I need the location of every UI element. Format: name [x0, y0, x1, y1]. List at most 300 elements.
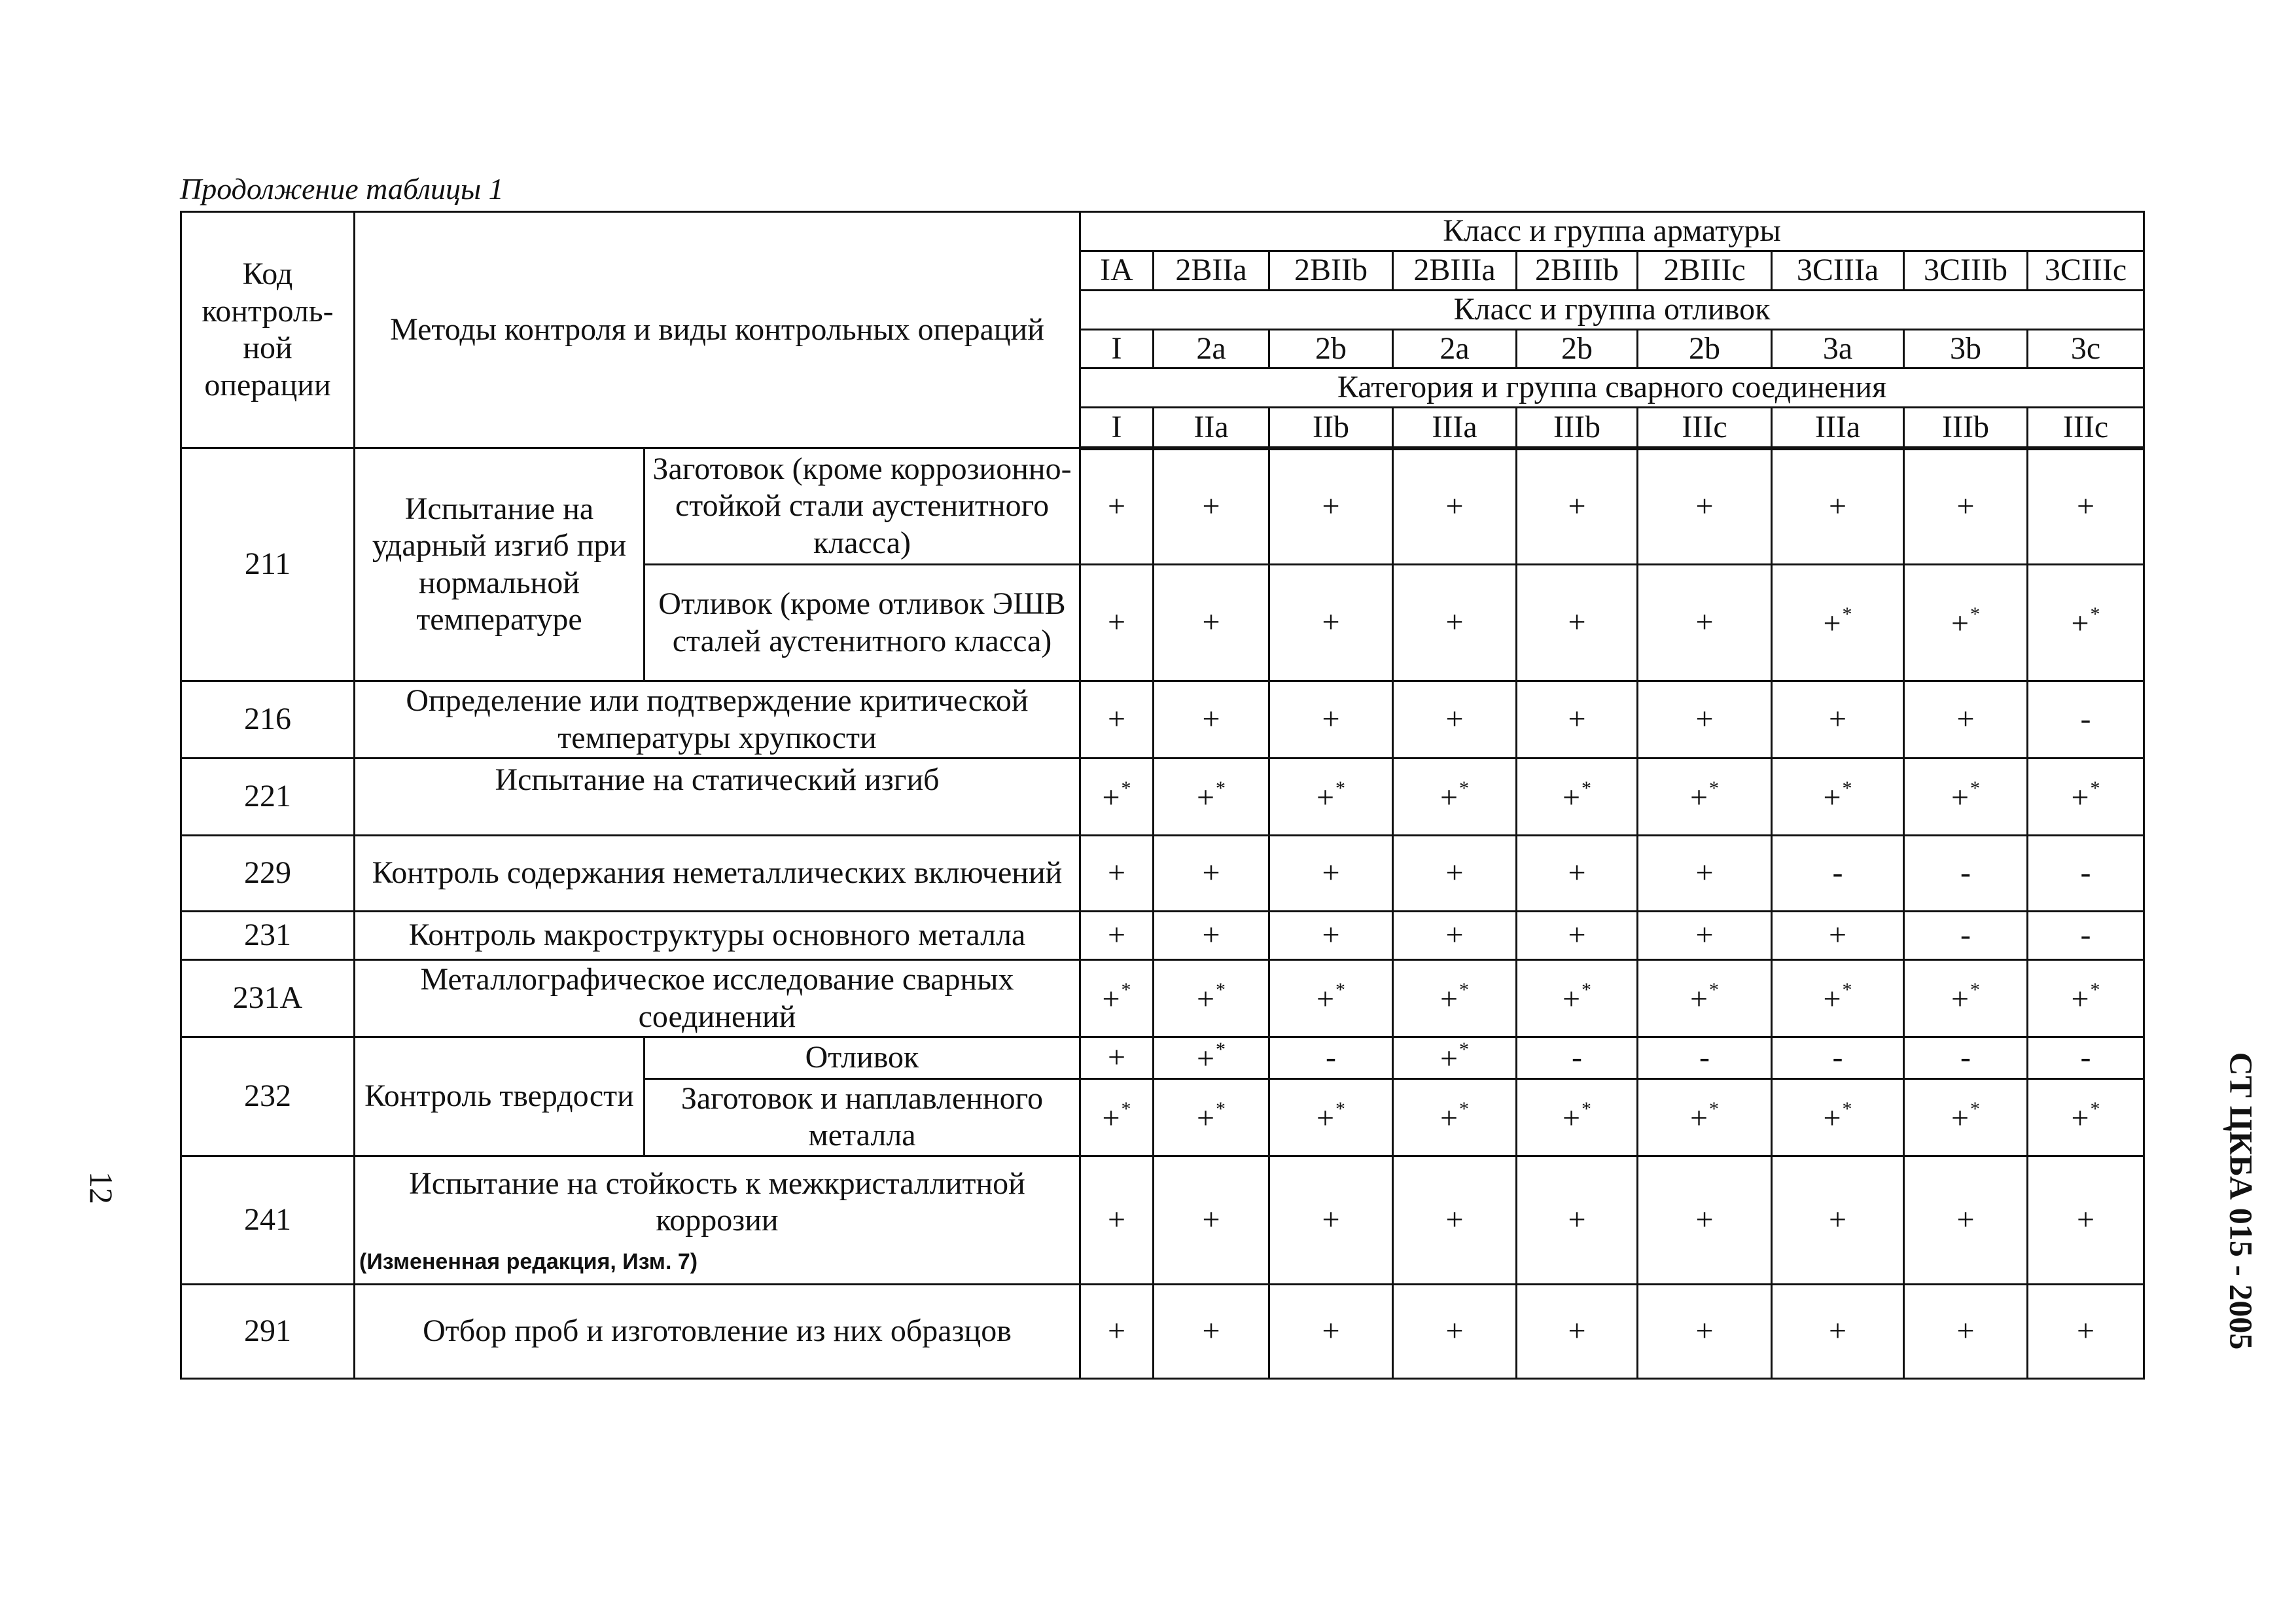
table-row [181, 1156, 2144, 1284]
mark-cell [1154, 1156, 1269, 1284]
mark-value: - [1960, 1040, 1971, 1075]
page-number [82, 1168, 121, 1207]
header-armature-cell: 2BIIIb [1517, 251, 1638, 291]
mark-cell [1517, 448, 1638, 565]
mark-cell [1393, 1037, 1517, 1079]
mark-cell [1080, 681, 1154, 758]
mark-value: + [1107, 1040, 1126, 1075]
mark-value: +* [1562, 777, 1592, 815]
mark-value: + [1828, 1202, 1847, 1238]
mark-cell [2028, 758, 2144, 836]
mark-value: +* [1823, 979, 1852, 1017]
mark-value: + [1107, 489, 1126, 524]
mark-value: +* [2071, 777, 2100, 815]
mark-value: + [1695, 1202, 1714, 1238]
mark-cell [1638, 1037, 1772, 1079]
mark-cell [1269, 565, 1393, 681]
mark-value: + [1956, 489, 1975, 524]
mark-cell [1154, 1284, 1269, 1378]
mark-value: + [1568, 1313, 1586, 1349]
mark-cell [1904, 960, 2028, 1037]
footnote-asterisk: * [1842, 777, 1852, 800]
mark-value: +* [1689, 1098, 1720, 1136]
mark-value: +* [1196, 1039, 1226, 1077]
mark-value: + [1202, 702, 1220, 737]
header-armature-cell: 2BIIIa [1393, 251, 1517, 291]
operation-code: 211 [181, 448, 355, 681]
mark-value: +* [1823, 603, 1852, 641]
mark-value: +* [1439, 1039, 1470, 1077]
mark-value: +* [1439, 777, 1470, 815]
mark-cell [2028, 448, 2144, 565]
mark-value: + [1202, 605, 1220, 640]
footnote-asterisk: * [1581, 1098, 1592, 1120]
mark-cell [1154, 565, 1269, 681]
mark-cell [1517, 758, 1638, 836]
mark-cell [1517, 960, 1638, 1037]
footnote-asterisk: * [1459, 1039, 1470, 1061]
mark-value: + [1322, 605, 1340, 640]
mark-cell [1772, 1284, 1904, 1378]
header-armature-cell: 2BIIb [1269, 251, 1393, 291]
mark-value: +* [1689, 777, 1720, 815]
mark-cell [1772, 565, 1904, 681]
mark-cell [1080, 1284, 1154, 1378]
mark-cell [1080, 1037, 1154, 1079]
mark-cell [1904, 1079, 2028, 1156]
mark-value: +* [1439, 1098, 1470, 1136]
header-armature-cell: 3CIIIb [1904, 251, 2028, 291]
header-casting-cell: 3b [1904, 329, 2028, 368]
footnote-asterisk: * [1842, 979, 1852, 1001]
mark-value: +* [1951, 777, 1981, 815]
mark-value: + [1445, 1313, 1464, 1349]
mark-value: + [1695, 918, 1714, 953]
mark-cell [1638, 681, 1772, 758]
mark-value: - [1326, 1040, 1336, 1075]
header-casting-cell: 3c [2028, 329, 2144, 368]
mark-cell [1154, 836, 1269, 912]
footnote-asterisk: * [1335, 979, 1346, 1001]
table-row [181, 448, 2144, 565]
header-armature-title: Класс и группа арматуры [1080, 212, 2144, 251]
mark-value: +* [1823, 777, 1852, 815]
mark-cell [1638, 1079, 1772, 1156]
header-weld-cell: IIIb [1517, 408, 1638, 448]
footnote-asterisk: * [1709, 777, 1720, 800]
mark-value: +* [1102, 777, 1131, 815]
mark-cell [1904, 1037, 2028, 1079]
header-weld-cell: IIIa [1772, 408, 1904, 448]
mark-value: +* [1562, 979, 1592, 1017]
mark-value: +* [1316, 777, 1346, 815]
table-row [181, 912, 2144, 960]
page-number-text: 12 [83, 1171, 120, 1204]
mark-cell [1772, 1156, 1904, 1284]
footnote-asterisk: * [1842, 603, 1852, 626]
table-row [181, 836, 2144, 912]
mark-cell [1517, 1156, 1638, 1284]
mark-cell [1269, 1156, 1393, 1284]
mark-value: - [2080, 918, 2091, 953]
mark-cell [1269, 912, 1393, 960]
operation-method: Контроль содержания неметаллических включений [355, 836, 1080, 912]
mark-cell [1393, 960, 1517, 1037]
header-casting-cell: 2a [1393, 329, 1517, 368]
mark-cell [2028, 1156, 2144, 1284]
mark-cell [1904, 1284, 2028, 1378]
mark-value: + [1322, 855, 1340, 891]
mark-cell [1393, 1079, 1517, 1156]
mark-cell [1269, 1284, 1393, 1378]
mark-value: + [1107, 605, 1126, 640]
mark-cell [1517, 1037, 1638, 1079]
mark-cell [1638, 912, 1772, 960]
control-operations-table [180, 211, 2145, 1380]
mark-value: +* [2071, 1098, 2100, 1136]
mark-cell [1269, 448, 1393, 565]
header-casting-cell: 3a [1772, 329, 1904, 368]
mark-value: + [1695, 702, 1714, 737]
mark-value: + [1445, 1202, 1464, 1238]
mark-cell [1393, 836, 1517, 912]
operation-code: 229 [181, 836, 355, 912]
mark-cell [1517, 912, 1638, 960]
mark-value: + [1445, 489, 1464, 524]
mark-cell [1154, 1037, 1269, 1079]
mark-value: +* [1823, 1098, 1852, 1136]
mark-value: + [2076, 489, 2095, 524]
mark-cell [2028, 912, 2144, 960]
mark-cell [1638, 1156, 1772, 1284]
mark-cell [1080, 448, 1154, 565]
operation-method: Контроль твердости [355, 1037, 645, 1156]
mark-cell [1638, 758, 1772, 836]
footnote-asterisk: * [1121, 1098, 1131, 1120]
table-caption: Продолжение таблицы 1 [180, 172, 504, 205]
footnote-asterisk: * [1581, 979, 1592, 1001]
mark-cell [2028, 565, 2144, 681]
mark-value: + [1828, 489, 1847, 524]
mark-value: + [1695, 605, 1714, 640]
operation-method: Испытание на ударный изгиб при нормальной температуре [355, 448, 645, 681]
mark-value: +* [1562, 1098, 1592, 1136]
mark-value: + [1568, 918, 1586, 953]
mark-cell [1772, 836, 1904, 912]
mark-value: + [1695, 855, 1714, 891]
mark-value: - [1960, 855, 1971, 891]
mark-cell [1638, 960, 1772, 1037]
mark-cell [1517, 681, 1638, 758]
mark-cell [1154, 960, 1269, 1037]
operation-code: 241 [181, 1156, 355, 1284]
operation-subtype: Отливок (кроме отливок ЭШВ сталей аустенитного класса) [645, 565, 1080, 681]
revision-note: (Измененная редакция, Изм. 7) [359, 1249, 698, 1274]
mark-cell [1517, 1079, 1638, 1156]
mark-value: + [1107, 855, 1126, 891]
mark-cell [1517, 565, 1638, 681]
mark-value: - [1699, 1040, 1710, 1075]
mark-value: + [1202, 1313, 1220, 1349]
footnote-asterisk: * [1216, 1098, 1226, 1120]
footnote-asterisk: * [1216, 979, 1226, 1001]
mark-cell [1772, 448, 1904, 565]
footnote-asterisk: * [1121, 777, 1131, 800]
operation-method: Испытание на статический изгиб [355, 758, 1080, 836]
mark-cell [2028, 1284, 2144, 1378]
footnote-asterisk: * [1335, 777, 1346, 800]
footnote-asterisk: * [1335, 1098, 1346, 1120]
mark-value: +* [1951, 603, 1981, 641]
footnote-asterisk: * [1216, 777, 1226, 800]
header-armature-cell: 2BIIa [1154, 251, 1269, 291]
header-casting-cell: 2a [1154, 329, 1269, 368]
footnote-asterisk: * [1842, 1098, 1852, 1120]
mark-value: +* [1196, 777, 1226, 815]
mark-cell [2028, 960, 2144, 1037]
operation-subtype: Заготовок и наплавленного металла [645, 1079, 1080, 1156]
mark-cell [1269, 681, 1393, 758]
mark-value: + [1568, 489, 1586, 524]
footnote-asterisk: * [1121, 979, 1131, 1001]
mark-cell [1393, 681, 1517, 758]
operation-method: Отбор проб и изготовление из них образцов [355, 1284, 1080, 1378]
operation-subtype: Заготовок (кроме коррозионно-стойкой стали аустенитного класса) [645, 448, 1080, 565]
footnote-asterisk: * [1459, 979, 1470, 1001]
header-casting-cell: I [1080, 329, 1154, 368]
mark-cell [1080, 758, 1154, 836]
header-armature-cell: 3CIIIc [2028, 251, 2144, 291]
mark-value: + [1107, 1313, 1126, 1349]
mark-cell [2028, 681, 2144, 758]
mark-cell [1269, 1079, 1393, 1156]
mark-cell [1080, 836, 1154, 912]
mark-cell [1638, 836, 1772, 912]
table-row [181, 1037, 2144, 1079]
mark-cell [1393, 1284, 1517, 1378]
mark-cell [1393, 448, 1517, 565]
operation-code: 216 [181, 681, 355, 758]
mark-cell [1154, 1079, 1269, 1156]
mark-value: + [1107, 918, 1126, 953]
mark-cell [1080, 912, 1154, 960]
mark-value: + [1322, 1313, 1340, 1349]
mark-cell [1154, 681, 1269, 758]
mark-value: + [1322, 1202, 1340, 1238]
mark-value: + [1202, 918, 1220, 953]
footnote-asterisk: * [1709, 979, 1720, 1001]
mark-cell [1904, 836, 2028, 912]
mark-value: +* [2071, 603, 2100, 641]
mark-cell [1772, 912, 1904, 960]
footnote-asterisk: * [1459, 1098, 1470, 1120]
header-methods: Методы контроля и виды контрольных операций [355, 212, 1080, 448]
mark-value: +* [1196, 979, 1226, 1017]
operation-method-cell [355, 1156, 1080, 1284]
operation-code: 221 [181, 758, 355, 836]
header-casting-title: Класс и группа отливок [1080, 290, 2144, 329]
mark-value: + [1828, 1313, 1847, 1349]
mark-value: + [1568, 1202, 1586, 1238]
mark-cell [1080, 960, 1154, 1037]
mark-value: + [1445, 918, 1464, 953]
mark-cell [1772, 681, 1904, 758]
mark-cell [1080, 1079, 1154, 1156]
mark-cell [1904, 681, 2028, 758]
header-weld-cell: IIIa [1393, 408, 1517, 448]
operation-code: 291 [181, 1284, 355, 1378]
mark-value: + [1202, 1202, 1220, 1238]
operation-subtype: Отливок [645, 1037, 1080, 1079]
table-row [181, 758, 2144, 836]
mark-value: +* [1196, 1098, 1226, 1136]
mark-cell [1154, 448, 1269, 565]
mark-value: +* [1439, 979, 1470, 1017]
header-weld-cell: IIa [1154, 408, 1269, 448]
footnote-asterisk: * [2090, 603, 2100, 626]
mark-value: + [1828, 702, 1847, 737]
mark-cell [1638, 1284, 1772, 1378]
mark-cell [1080, 565, 1154, 681]
mark-cell [1393, 758, 1517, 836]
mark-value: +* [1951, 1098, 1981, 1136]
mark-value: - [2080, 702, 2091, 737]
header-weld-cell: I [1080, 408, 1154, 448]
mark-value: + [1322, 489, 1340, 524]
mark-value: +* [1316, 1098, 1346, 1136]
footnote-asterisk: * [1709, 1098, 1720, 1120]
mark-value: +* [1102, 979, 1131, 1017]
table-row [181, 1284, 2144, 1378]
mark-value: + [1445, 605, 1464, 640]
mark-value: + [1445, 702, 1464, 737]
table-row [181, 681, 2144, 758]
mark-cell [1904, 758, 2028, 836]
footnote-asterisk: * [2090, 777, 2100, 800]
footnote-asterisk: * [1970, 603, 1981, 626]
mark-cell [1269, 1037, 1393, 1079]
header-code: Код контроль-ной операции [181, 212, 355, 448]
mark-cell [1772, 758, 1904, 836]
mark-cell [1772, 1037, 1904, 1079]
header-armature-cell: 2BIIIc [1638, 251, 1772, 291]
mark-value: - [1960, 918, 1971, 953]
mark-value: + [1107, 1202, 1126, 1238]
mark-cell [1904, 448, 2028, 565]
mark-value: + [1107, 702, 1126, 737]
mark-cell [2028, 836, 2144, 912]
standard-code-text: СТ ЦКБА 015 - 2005 [2223, 1052, 2260, 1350]
header-weld-cell: IIIc [2028, 408, 2144, 448]
mark-cell [1269, 758, 1393, 836]
footnote-asterisk: * [2090, 1098, 2100, 1120]
mark-cell [1772, 960, 1904, 1037]
mark-cell [2028, 1037, 2144, 1079]
mark-value: + [1956, 1202, 1975, 1238]
mark-value: - [2080, 1040, 2091, 1075]
mark-cell [1517, 836, 1638, 912]
mark-value: + [1956, 1313, 1975, 1349]
mark-value: + [1322, 702, 1340, 737]
standard-code [2215, 1037, 2267, 1364]
header-armature-cell: IA [1080, 251, 1154, 291]
mark-cell [1772, 1079, 1904, 1156]
footnote-asterisk: * [1970, 1098, 1981, 1120]
header-armature-cell: 3CIIIa [1772, 251, 1904, 291]
mark-cell [1904, 565, 2028, 681]
mark-value: + [2076, 1202, 2095, 1238]
mark-value: + [1568, 702, 1586, 737]
mark-value: +* [1316, 979, 1346, 1017]
mark-cell [1638, 565, 1772, 681]
mark-cell [2028, 1079, 2144, 1156]
operation-code: 231 [181, 912, 355, 960]
mark-value: + [1828, 918, 1847, 953]
mark-cell [1269, 836, 1393, 912]
mark-cell [1393, 1156, 1517, 1284]
mark-value: - [1832, 855, 1843, 891]
mark-value: + [1322, 918, 1340, 953]
mark-cell [1517, 1284, 1638, 1378]
mark-value: + [1568, 605, 1586, 640]
mark-cell [1080, 1156, 1154, 1284]
mark-value: + [1695, 489, 1714, 524]
mark-value: + [1202, 855, 1220, 891]
header-casting-cell: 2b [1638, 329, 1772, 368]
mark-cell [1393, 565, 1517, 681]
mark-value: +* [1102, 1098, 1131, 1136]
mark-value: + [2076, 1313, 2095, 1349]
table-row [181, 960, 2144, 1037]
footnote-asterisk: * [1459, 777, 1470, 800]
header-weld-cell: IIIc [1638, 408, 1772, 448]
mark-value: + [1956, 702, 1975, 737]
operation-method: Металлографическое исследование сварных соединений [355, 960, 1080, 1037]
mark-value: + [1202, 489, 1220, 524]
mark-cell [1269, 960, 1393, 1037]
header-casting-cell: 2b [1517, 329, 1638, 368]
footnote-asterisk: * [1970, 777, 1981, 800]
footnote-asterisk: * [2090, 979, 2100, 1001]
header-weld-title: Категория и группа сварного соединения [1080, 368, 2144, 408]
header-weld-cell: IIIb [1904, 408, 2028, 448]
footnote-asterisk: * [1216, 1039, 1226, 1061]
mark-cell [1154, 912, 1269, 960]
mark-cell [1154, 758, 1269, 836]
mark-cell [1904, 1156, 2028, 1284]
operation-method: Определение или подтверждение критической температуры хрупкости [355, 681, 1080, 758]
mark-value: + [1695, 1313, 1714, 1349]
mark-cell [1904, 912, 2028, 960]
footnote-asterisk: * [1970, 979, 1981, 1001]
header-casting-cell: 2b [1269, 329, 1393, 368]
mark-value: +* [1951, 979, 1981, 1017]
operation-code: 231А [181, 960, 355, 1037]
operation-method: Контроль макроструктуры основного металла [355, 912, 1080, 960]
mark-value: + [1568, 855, 1586, 891]
footnote-asterisk: * [1581, 777, 1592, 800]
mark-value: - [2080, 855, 2091, 891]
mark-value: - [1572, 1040, 1582, 1075]
operation-method: Испытание на стойкость к межкристаллитной коррозии [409, 1166, 1025, 1238]
mark-cell [1638, 448, 1772, 565]
mark-value: - [1832, 1040, 1843, 1075]
mark-value: +* [2071, 979, 2100, 1017]
header-weld-cell: IIb [1269, 408, 1393, 448]
mark-value: + [1445, 855, 1464, 891]
operation-code: 232 [181, 1037, 355, 1156]
mark-cell [1393, 912, 1517, 960]
